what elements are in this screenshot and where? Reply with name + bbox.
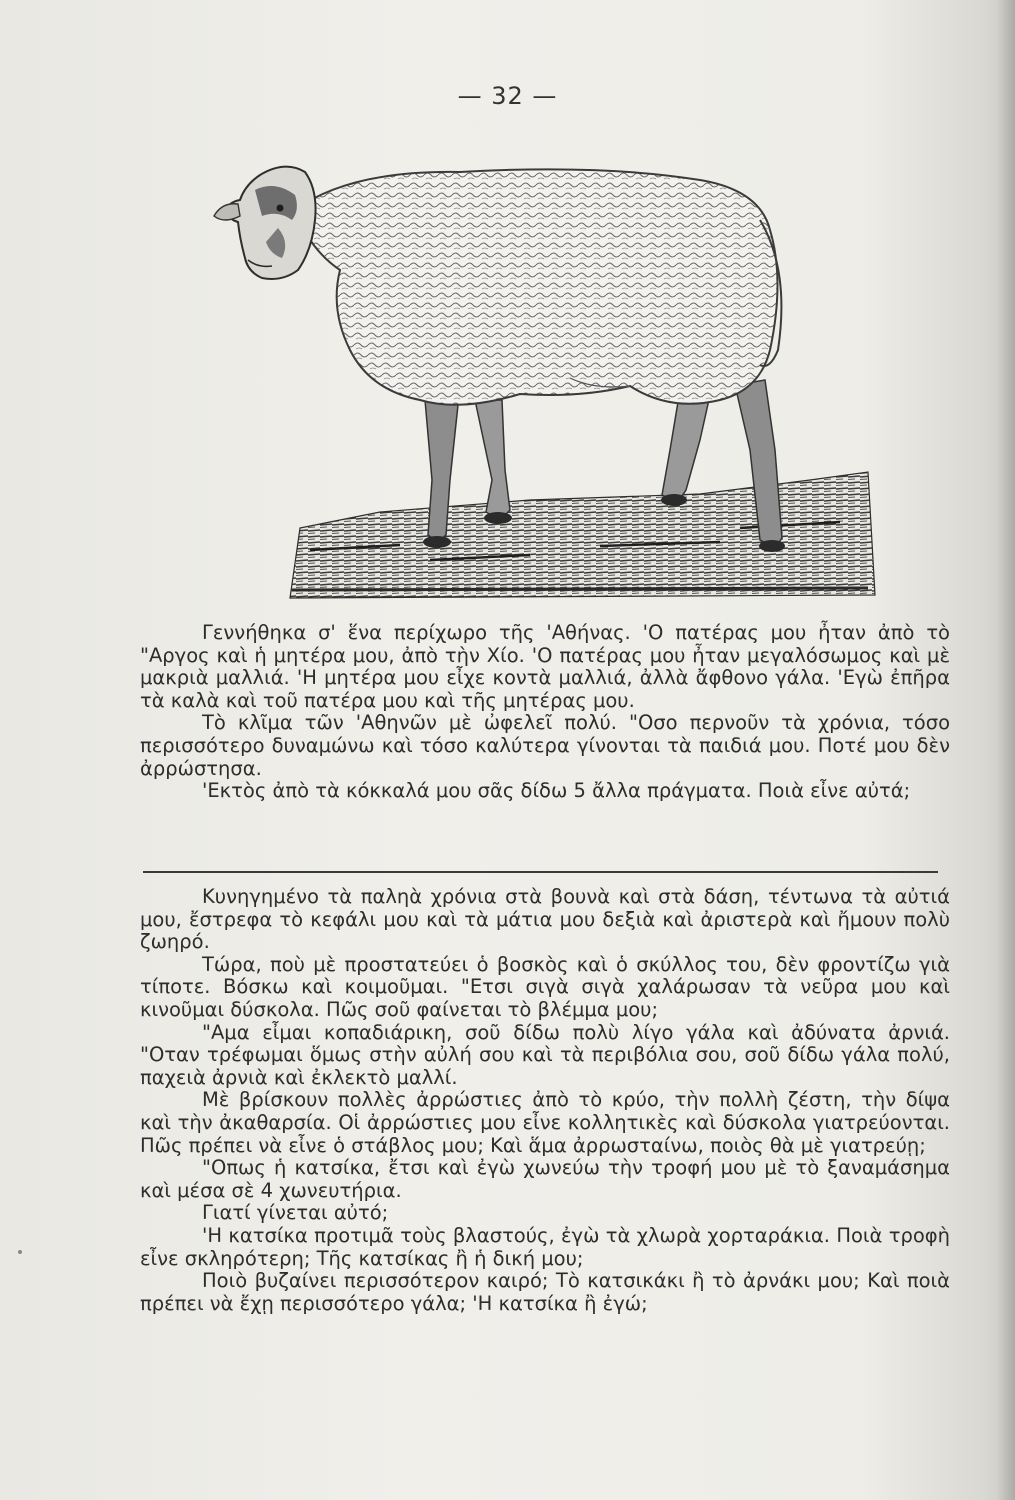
sheep-head: [226, 167, 316, 279]
paragraph: 'Εκτὸς ἀπὸ τὰ κόκκαλά μου σᾶς δίδω 5 ἄλλα πράγματα. Ποιὰ εἶνε αὐτά;: [202, 779, 911, 803]
paragraph: Τώρα, ποὺ μὲ προστατεύει ὁ βοσκὸς καὶ ὁ σκύλλος του, δὲν φροντίζω γιὰ τίποτε. Βόσκω καὶ κοιμοῦμαι. "Ετσι σιγὰ σιγὰ χαλάρωσαν τὰ νεῦρα μου καὶ κινοῦμαι δύσκολα. Πῶς σοῦ φαίνεται τὸ βλέμμα μου;: [140, 952, 950, 1021]
page-edge-shadow: [997, 0, 1015, 1500]
section-2-text: [140, 886, 950, 1315]
paragraph: Κυνηγημένο τὰ παληὰ χρόνια στὰ βουνὰ καὶ στὰ δάση, τέντωνα τὰ αὐτιά μου, ἔστρεφα τὸ κεφάλι μου καὶ τὰ μάτια μου δεξιὰ καὶ ἀριστερὰ καὶ ἤμουν πολὺ ζωηρό.: [140, 885, 950, 954]
section-1-text: [140, 622, 950, 803]
sheep-leg: [475, 400, 510, 520]
ground-hatching: [290, 472, 875, 598]
section-divider: [143, 871, 938, 873]
scan-speck: [18, 1250, 22, 1254]
sheep-ear: [214, 204, 240, 220]
sheep-body: [295, 169, 778, 404]
page-number: — 32 —: [457, 82, 558, 110]
paragraph: Γιατί γίνεται αὐτό;: [202, 1201, 389, 1225]
paragraph: "Οπως ἡ κατσίκα, ἔτσι καὶ ἐγὼ χωνεύω τὴν τροφή μου μὲ τὸ ξαναμάσημα καὶ μέσα σὲ 4 χωνευτήρια.: [140, 1156, 950, 1202]
paragraph: Τὸ κλῖμα τῶν 'Αθηνῶν μὲ ὠφελεῖ πολύ. "Οσο περνοῦν τὰ χρόνια, τόσο περισσότερο δυναμώνω καὶ τόσο καλύτερα γίνονται τὰ παιδιά μου. Ποτέ μου δὲν ἀρρώστησα.: [140, 711, 950, 780]
sheep-leg: [662, 390, 710, 502]
paragraph: 'Η κατσίκα προτιμᾶ τοὺς βλαστούς, ἐγὼ τὰ χλωρὰ χορταράκια. Ποιὰ τροφὴ εἶνε σκληρότερη; Τῆς κατσίκας ἢ ἡ δική μου;: [140, 1223, 950, 1270]
paragraph: Γεννήθηκα σ' ἕνα περίχωρο τῆς 'Αθήνας. 'Ο πατέρας μου ἦταν ἀπὸ τὸ "Αργος καὶ ἡ μητέρα μου, ἀπὸ τὴν Χίο. 'Ο πατέρας μου ἦταν μεγαλόσωμος καὶ μὲ μακριὰ μαλλιά. 'Η μητέρα μου εἶχε κοντὰ μαλλιά, ἀλλὰ ἄφθονο γάλα. 'Εγὼ ἐπῆρα τὰ καλὰ καὶ τοῦ πατέρα μου καὶ τῆς μητέρας μου.: [140, 621, 950, 712]
paragraph: "Αμα εἶμαι κοπαδιάρικη, σοῦ δίδω πολὺ λίγο γάλα καὶ ἀδύνατα ἀρνιά. "Οταν τρέφωμαι ὅμως στὴν αὐλή σου καὶ τὰ περιβόλια σου, σοῦ δίδω γάλα πολύ, παχειὰ ἀρνιὰ καὶ ἐκλεκτὸ μαλλί.: [140, 1020, 950, 1089]
paragraph: Μὲ βρίσκουν πολλὲς ἀρρώστιες ἀπὸ τὸ κρύο, τὴν πολλὴ ζέστη, τὴν δίψα καὶ τὴν ἀκαθαρσία. Οἱ ἀρρώστιες μου εἶνε κολλητικὲς καὶ δύσκολα γιατρεύονται. Πῶς πρέπει νὰ εἶνε ὁ στάβλος μου; Καὶ ἅμα ἀρρωσταίνω, ποιὸς θὰ μὲ γιατρεύῃ;: [140, 1088, 950, 1157]
sheep-illustration: [200, 150, 880, 610]
paragraph: Ποιὸ βυζαίνει περισσότερον καιρό; Τὸ κατσικάκι ἢ τὸ ἀρνάκι μου; Καὶ ποιὰ πρέπει νὰ ἔχῃ περισσότερο γάλα; 'Η κατσίκα ἢ ἐγώ;: [140, 1269, 950, 1315]
